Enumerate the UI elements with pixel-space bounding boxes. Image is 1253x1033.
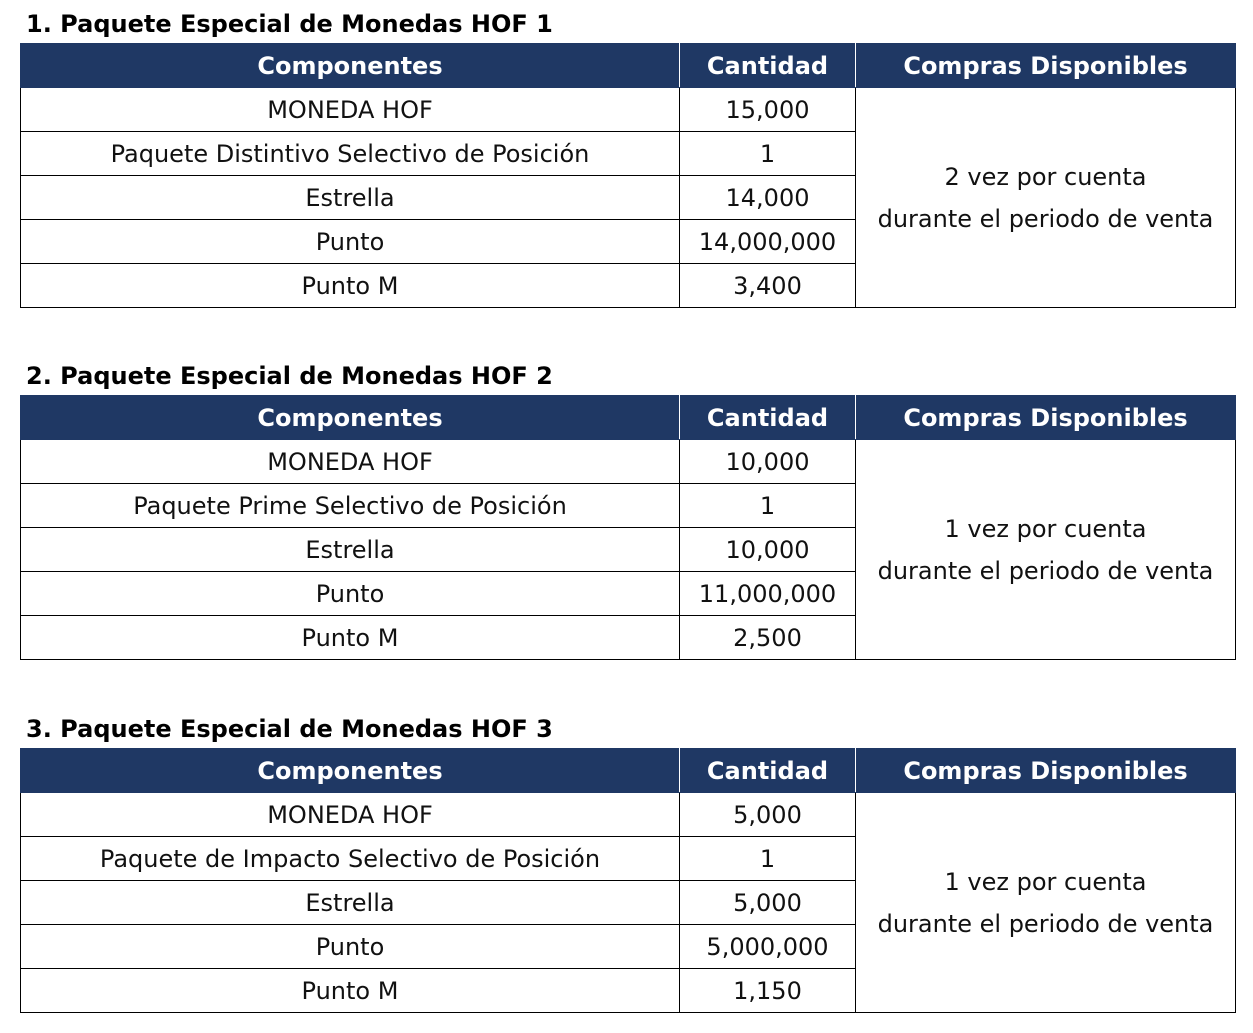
component-cell: MONEDA HOF: [21, 793, 680, 837]
component-cell: Punto: [21, 572, 680, 616]
table-header-row: [21, 749, 1236, 793]
quantity-cell: 1: [680, 484, 856, 528]
availability-line: 1 vez por cuenta: [944, 867, 1147, 896]
quantity-cell: 10,000: [680, 440, 856, 484]
package-table: [20, 395, 1236, 660]
header-components: Componentes: [21, 396, 680, 440]
quantity-cell: 11,000,000: [680, 572, 856, 616]
table-header-row: [21, 396, 1236, 440]
quantity-cell: 3,400: [680, 264, 856, 308]
availability-line: durante el periodo de venta: [877, 556, 1214, 585]
package-table: [20, 748, 1236, 1013]
header-components: Componentes: [21, 749, 680, 793]
quantity-cell: 2,500: [680, 616, 856, 660]
quantity-cell: 15,000: [680, 88, 856, 132]
availability-line: 2 vez por cuenta: [944, 162, 1147, 191]
availability-line: 1 vez por cuenta: [944, 514, 1147, 543]
availability-cell: [856, 88, 1236, 308]
component-cell: Estrella: [21, 528, 680, 572]
availability-cell: [856, 793, 1236, 1013]
header-quantity: Cantidad: [680, 396, 856, 440]
component-cell: Paquete Prime Selectivo de Posición: [21, 484, 680, 528]
header-components: Componentes: [21, 44, 680, 88]
package-title: 1. Paquete Especial de Monedas HOF 1: [26, 10, 553, 38]
package-table: [20, 43, 1236, 308]
component-cell: Estrella: [21, 881, 680, 925]
quantity-cell: 1: [680, 132, 856, 176]
component-cell: Estrella: [21, 176, 680, 220]
quantity-cell: 5,000,000: [680, 925, 856, 969]
quantity-cell: 5,000: [680, 881, 856, 925]
component-cell: Paquete de Impacto Selectivo de Posición: [21, 837, 680, 881]
component-cell: MONEDA HOF: [21, 88, 680, 132]
package-title: 3. Paquete Especial de Monedas HOF 3: [26, 715, 553, 743]
component-cell: Punto M: [21, 264, 680, 308]
table-row: [21, 88, 1236, 132]
component-cell: MONEDA HOF: [21, 440, 680, 484]
quantity-cell: 5,000: [680, 793, 856, 837]
header-purchases: Compras Disponibles: [856, 44, 1236, 88]
table-row: [21, 440, 1236, 484]
component-cell: Paquete Distintivo Selectivo de Posición: [21, 132, 680, 176]
quantity-cell: 1,150: [680, 969, 856, 1013]
header-purchases: Compras Disponibles: [856, 749, 1236, 793]
header-quantity: Cantidad: [680, 749, 856, 793]
availability-cell: [856, 440, 1236, 660]
table-header-row: [21, 44, 1236, 88]
availability-line: durante el periodo de venta: [877, 204, 1214, 233]
package-title: 2. Paquete Especial de Monedas HOF 2: [26, 362, 553, 390]
quantity-cell: 1: [680, 837, 856, 881]
component-cell: Punto: [21, 220, 680, 264]
availability-line: durante el periodo de venta: [877, 909, 1214, 938]
component-cell: Punto M: [21, 969, 680, 1013]
quantity-cell: 14,000,000: [680, 220, 856, 264]
quantity-cell: 10,000: [680, 528, 856, 572]
quantity-cell: 14,000: [680, 176, 856, 220]
table-row: [21, 793, 1236, 837]
header-quantity: Cantidad: [680, 44, 856, 88]
header-purchases: Compras Disponibles: [856, 396, 1236, 440]
component-cell: Punto M: [21, 616, 680, 660]
component-cell: Punto: [21, 925, 680, 969]
